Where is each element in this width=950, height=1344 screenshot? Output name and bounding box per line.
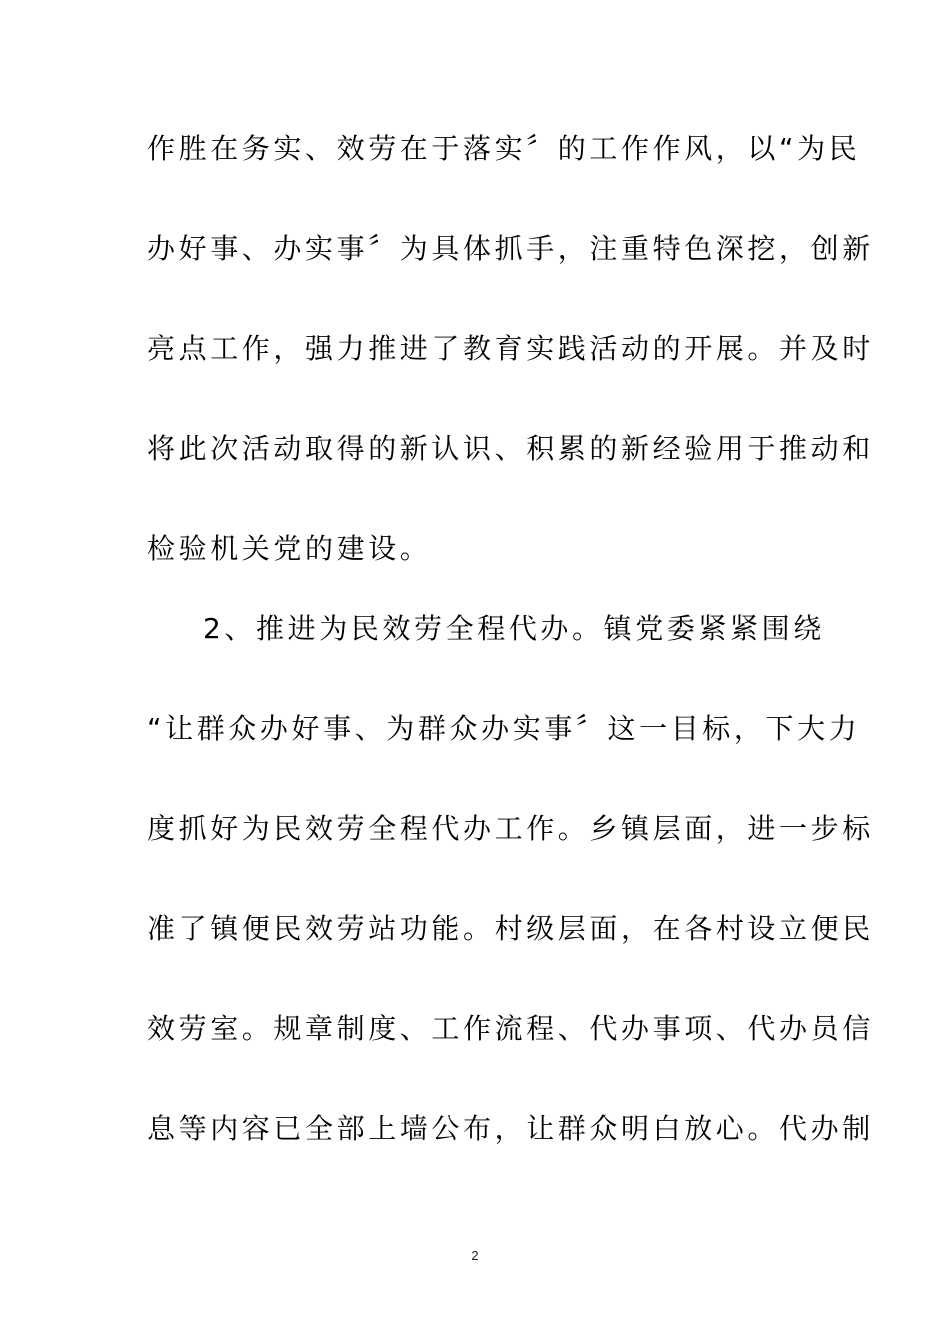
paragraph-line: 息等内容已全部上墙公布，让群众明白放心。代办制 [147,1112,874,1145]
page-number: 2 [471,1248,479,1263]
paragraph-line: 亮点工作，强力推进了教育实践活动的开展。并及时 [147,332,874,365]
paragraph-line: 检验机关党的建设。 [147,532,432,565]
paragraph-line: 2、推进为民效劳全程代办。镇党委紧紧围绕 [203,612,825,645]
paragraph-line: “让群众办好事、为群众办实事〞这一目标，下大力 [147,712,861,745]
paragraph-line: 办好事、办实事〞为具体抓手，注重特色深挖，创新 [147,232,874,265]
paragraph-line: 将此次活动取得的新认识、积累的新经验用于推动和 [147,432,874,465]
paragraph-line: 准了镇便民效劳站功能。村级层面，在各村设立便民 [147,912,874,945]
paragraph-line: 度抓好为民效劳全程代办工作。乡镇层面，进一步标 [147,812,874,845]
paragraph-line: 效劳室。规章制度、工作流程、代办事项、代办员信 [147,1012,874,1045]
paragraph-line: 作胜在务实、效劳在于落实〞的工作作风，以“为民 [147,132,861,165]
